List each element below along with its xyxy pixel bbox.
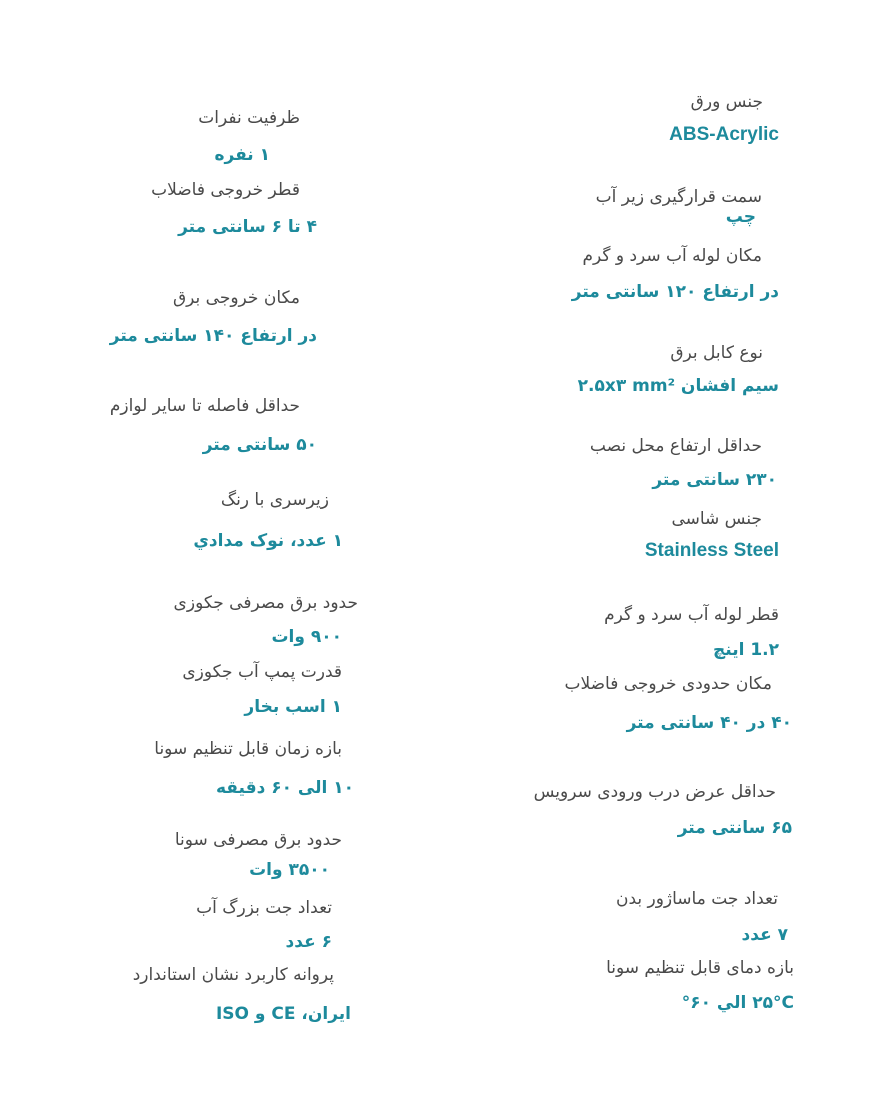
body-jet-count-label: تعداد جت ماساژور بدن xyxy=(615,889,778,909)
jacuzzi-power-label: حدود برق مصرفی جکوزی xyxy=(173,593,358,613)
sauna-timer-range-value: ۱۰ الی ۶۰ دقیقه xyxy=(215,778,354,798)
drain-outlet-location-value: ۴۰ در ۴۰ سانتی متر xyxy=(626,713,792,733)
pump-power-label: قدرت پمپ آب جکوزی xyxy=(182,662,342,682)
capacity-value: ۱ نفره xyxy=(214,145,270,165)
min-door-width-label: حداقل عرض درب ورودی سرویس xyxy=(533,782,776,802)
power-outlet-location-label: مکان خروجی برق xyxy=(172,288,300,308)
large-jet-count-label: تعداد جت بزرگ آب xyxy=(196,898,332,918)
sheet-material-value: ABS-Acrylic xyxy=(669,124,779,145)
min-install-height-label: حداقل ارتفاع محل نصب xyxy=(589,436,762,456)
drain-side-value: چپ xyxy=(725,207,756,227)
power-outlet-location-value: در ارتفاع ۱۴۰ سانتی متر xyxy=(109,326,317,346)
water-pipe-diameter-value: 1.۲ اینچ xyxy=(713,640,779,660)
water-pipe-location-label: مکان لوله آب سرد و گرم xyxy=(582,246,762,266)
drain-outlet-location-label: مکان حدودی خروجی فاضلاب xyxy=(564,674,772,694)
sheet-material-label: جنس ورق xyxy=(690,92,763,112)
chassis-material-value: Stainless Steel xyxy=(644,540,779,561)
drain-side-label: سمت قرارگیری زیر آب xyxy=(595,187,762,207)
jacuzzi-power-value: ۹۰۰ وات xyxy=(271,627,342,647)
headrest-value: ۱ عدد، نوک مدادي xyxy=(193,531,343,551)
power-cable-type-value: سیم افشان ۲.۵x۳ mm² xyxy=(577,376,779,396)
sauna-temp-range-label: بازه دمای قابل تنظیم سونا xyxy=(606,958,794,978)
drain-diameter-label: قطر خروجی فاضلاب xyxy=(151,180,300,200)
drain-diameter-value: ۴ تا ۶ سانتی متر xyxy=(178,217,317,237)
pump-power-value: ۱ اسب بخار xyxy=(244,697,342,717)
standard-license-value: ایران، CE و ISO xyxy=(215,1004,351,1024)
chassis-material-label: جنس شاسی xyxy=(671,509,762,529)
sauna-power-label: حدود برق مصرفی سونا xyxy=(174,830,342,850)
body-jet-count-value: ۷ عدد xyxy=(741,925,788,945)
min-clearance-value: ۵۰ سانتی متر xyxy=(202,435,317,455)
sauna-power-value: ۳۵۰۰ وات xyxy=(249,860,330,880)
sauna-timer-range-label: بازه زمان قابل تنظیم سونا xyxy=(154,739,342,759)
water-pipe-location-value: در ارتفاع ۱۲۰ سانتی متر xyxy=(571,282,779,302)
min-install-height-value: ۲۳۰ سانتی متر xyxy=(652,470,777,490)
sauna-temp-range-value: ۲۵°C الي ۶۰° xyxy=(681,993,794,1013)
headrest-label: زیرسری با رنگ xyxy=(220,490,329,510)
min-clearance-label: حداقل فاصله تا سایر لوازم xyxy=(109,396,300,416)
large-jet-count-value: ۶ عدد xyxy=(285,932,332,952)
min-door-width-value: ۶۵ سانتی متر xyxy=(677,818,792,838)
water-pipe-diameter-label: قطر لوله آب سرد و گرم xyxy=(604,605,779,625)
capacity-label: ظرفیت نفرات xyxy=(198,108,300,128)
power-cable-type-label: نوع کابل برق xyxy=(670,343,763,363)
standard-license-label: پروانه کاربرد نشان استاندارد xyxy=(132,965,334,985)
